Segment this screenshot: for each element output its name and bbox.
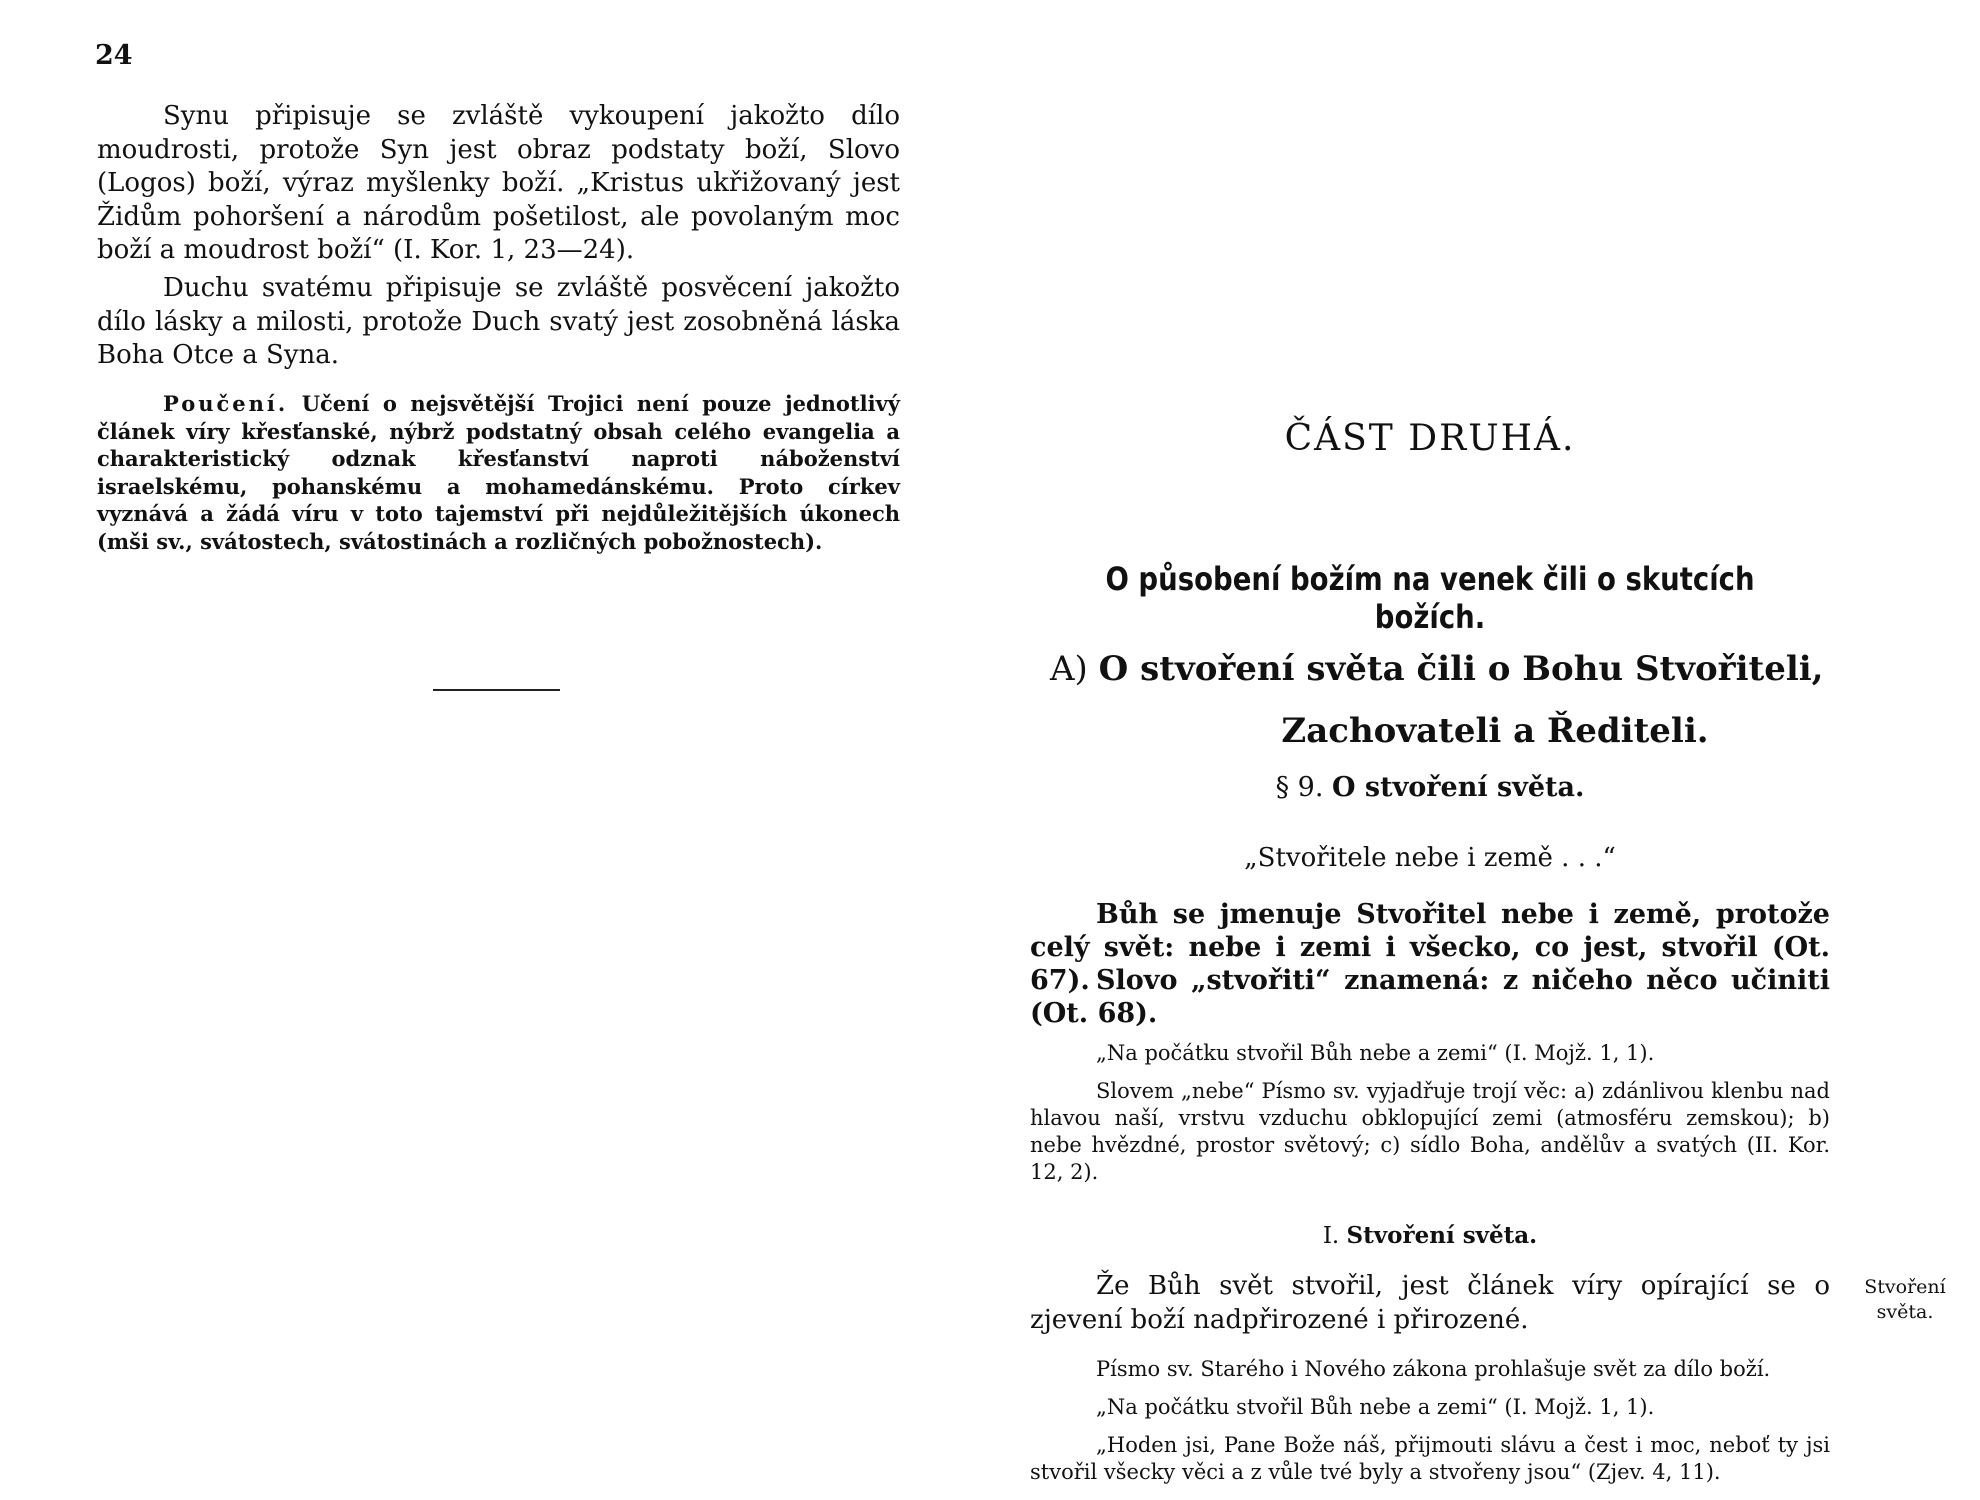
quote-genesis-2 (1030, 1394, 1830, 1421)
scripture-line (1030, 1356, 1830, 1383)
quote-genesis-2-text: „Na počátku stvořil Bůh nebe a zemi“ (I. Mojž. 1, 1). (1096, 1395, 1655, 1419)
margin-note (1850, 1275, 1960, 1325)
note-text: Učení o nejsvětější Trojici není pouze jednotlivý článek víry křesťanské, nýbrž podstatný obsah celého evangelia a charakteristický odznak křesťanství naproti náboženství israelskému, pohanskému a mohamedánskému. Proto církev vyznává a žádá víru v toto tajemství při nejdůležitějších úkonech (mši sv., svátostech, svátostinách a rozličných pobožnostech). (97, 391, 900, 554)
section-a-heading (1050, 638, 1830, 762)
section-9-title: O stvoření světa. (1332, 772, 1585, 803)
note-label: Poučení. (163, 391, 289, 416)
section-9-number: § 9. (1275, 772, 1324, 803)
quote-revelation (1030, 1432, 1830, 1486)
page-number: 24 (95, 40, 133, 71)
quote-revelation-text: „Hoden jsi, Pane Bože náš, přijmouti slávu a čest i moc, neboť ty jsi stvořil všecky věci a z vůle tvé byly a stvořeny jsou“ (Zjev. 4, 11). (1030, 1433, 1830, 1484)
nebe-note (1030, 1078, 1830, 1186)
scripture-line-text: Písmo sv. Starého i Nového zákona prohlašuje svět za dílo boží. (1096, 1357, 1771, 1381)
note-pouceni (97, 390, 900, 555)
quote-genesis-text: „Na počátku stvořil Bůh nebe a zemi“ (I. Mojž. 1, 1). (1096, 1041, 1655, 1065)
heading-creation-number: I. (1322, 1223, 1340, 1249)
paragraph-holy-spirit-text: Duchu svatému připisuje se zvláště posvěcení jakožto dílo lásky a milosti, protože Duch svatý jest zosobněná láska Boha Otce a Syna. (97, 273, 900, 370)
bold-definition-2-text: Slovo „stvořiti“ znamená: z ničeho něco učiniti (Ot. 68). (1030, 965, 1830, 1029)
bold-definition-1-text: Bůh se jmenuje Stvořitel nebe i země, protože celý svět: nebe i zemi i všecko, co jest, stvořil (Ot. 67). (1030, 899, 1830, 996)
end-rule (433, 689, 560, 691)
margin-note-line2: světa. (1876, 1301, 1934, 1323)
paragraph-holy-spirit (97, 272, 900, 373)
section-a-label: A) (1050, 649, 1088, 689)
paragraph-creation-text: Že Bůh svět stvořil, jest článek víry opírající se o zjevení boží nadpřirozené i přirozené. (1030, 1271, 1830, 1335)
creed-quote: „Stvořitele nebe i země . . .“ (1244, 843, 1616, 873)
quote-genesis (1030, 1040, 1830, 1067)
section-a-line1: O stvoření světa čili o Bohu Stvořiteli, (1098, 649, 1824, 689)
paragraph-creation (1030, 1270, 1830, 1337)
part-title: ČÁST DRUHÁ. (1284, 418, 1576, 459)
bold-definition-2 (1030, 964, 1830, 1030)
right-page (990, 0, 1980, 1500)
paragraph-son-text: Synu připisuje se zvláště vykoupení jakožto dílo moudrosti, protože Syn jest obraz podstaty boží, Slovo (Logos) boží, výraz myšlenky boží. „Kristus ukřižovaný jest Židům pohoršení a národům pošetilost, ale povolaným moc boží a moudrost boží“ (I. Kor. 1, 23—24). (97, 101, 900, 265)
nebe-note-text: Slovem „nebe“ Písmo sv. vyjadřuje trojí věc: a) zdánlivou klenbu nad hlavou naší, vrstvu vzduchu obklopující zemi (atmosféru zemskou); b) nebe hvězdné, prostor světový; c) sídlo Boha, andělův a svatých (II. Kor. 12, 2). (1030, 1079, 1830, 1184)
margin-note-line1: Stvoření (1864, 1276, 1946, 1298)
section-9-heading (1030, 772, 1830, 803)
paragraph-son (97, 100, 900, 268)
part-subtitle: O působení božím na venek čili o skutcích božích. (1105, 560, 1755, 636)
section-a-line2: Zachovateli a Řediteli. (1281, 711, 1709, 751)
heading-creation (1030, 1222, 1830, 1249)
heading-creation-title: Stvoření světa. (1346, 1222, 1538, 1249)
